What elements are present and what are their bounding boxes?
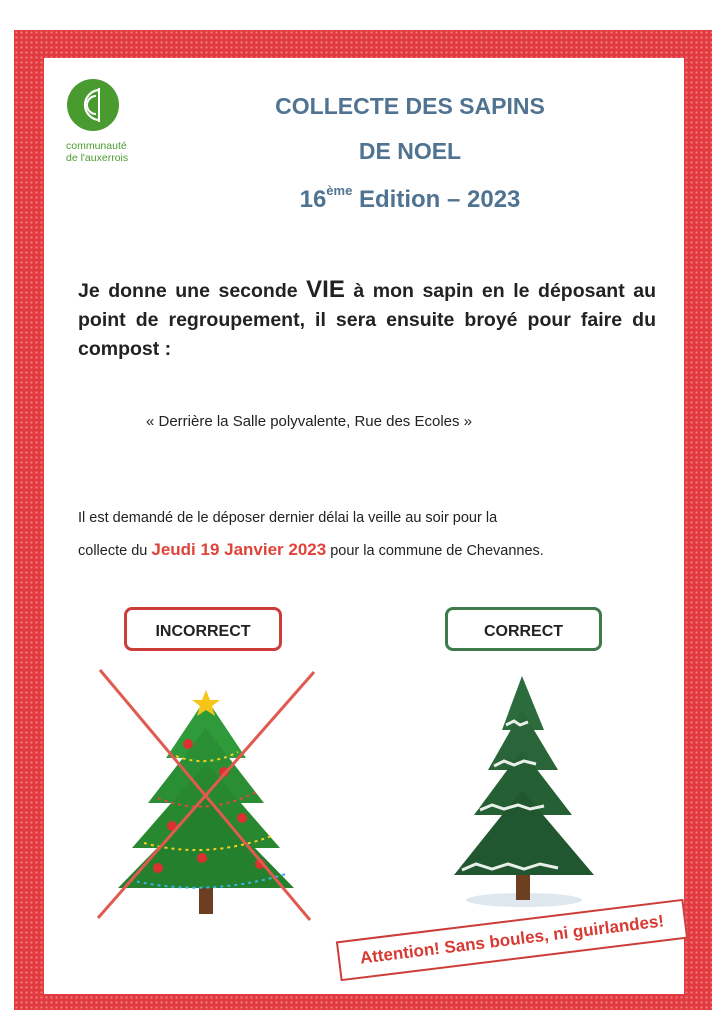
- intro-highlight: VIE: [306, 276, 345, 303]
- notice-line-1: Il est demandé de le déposer dernier délai la veille au soir pour la: [78, 510, 498, 526]
- edition-superscript: ème: [326, 183, 353, 198]
- intro-paragraph: [78, 275, 656, 364]
- edition-year: Edition – 2023: [352, 186, 521, 213]
- logo-line-1: communauté: [66, 140, 127, 152]
- title-line-1: COLLECTE DES SAPINS: [275, 93, 545, 119]
- collection-notice: [78, 502, 658, 567]
- correct-label: CORRECT: [445, 607, 602, 651]
- notice-line-2: [78, 534, 658, 567]
- title-edition: [190, 183, 630, 214]
- logo-wordmark: [66, 140, 128, 164]
- drop-off-address: « Derrière la Salle polyvalente, Rue des Ecoles »: [146, 413, 473, 430]
- notice-line-2-after: pour la commune de Chevannes.: [326, 543, 544, 559]
- plain-tree-icon: [436, 670, 612, 910]
- notice-line-2-before: collecte du: [78, 543, 152, 559]
- intro-before: Je donne une seconde: [78, 280, 307, 302]
- edition-number: 16: [299, 186, 327, 213]
- logo-line-2: de l'auxerrois: [66, 152, 129, 164]
- title-line-2: DE NOEL: [358, 138, 462, 164]
- incorrect-label: INCORRECT: [124, 607, 282, 651]
- intro-after: à mon sapin en le déposant au point de regroupement, il sera ensuite broyé pour faire du compost :: [78, 280, 657, 360]
- collection-date: Jeudi 19 Janvier 2023: [151, 540, 327, 559]
- decorated-tree-crossed-icon: [96, 668, 318, 924]
- attention-banner: Attention! Sans boules, ni guirlandes!: [336, 899, 688, 981]
